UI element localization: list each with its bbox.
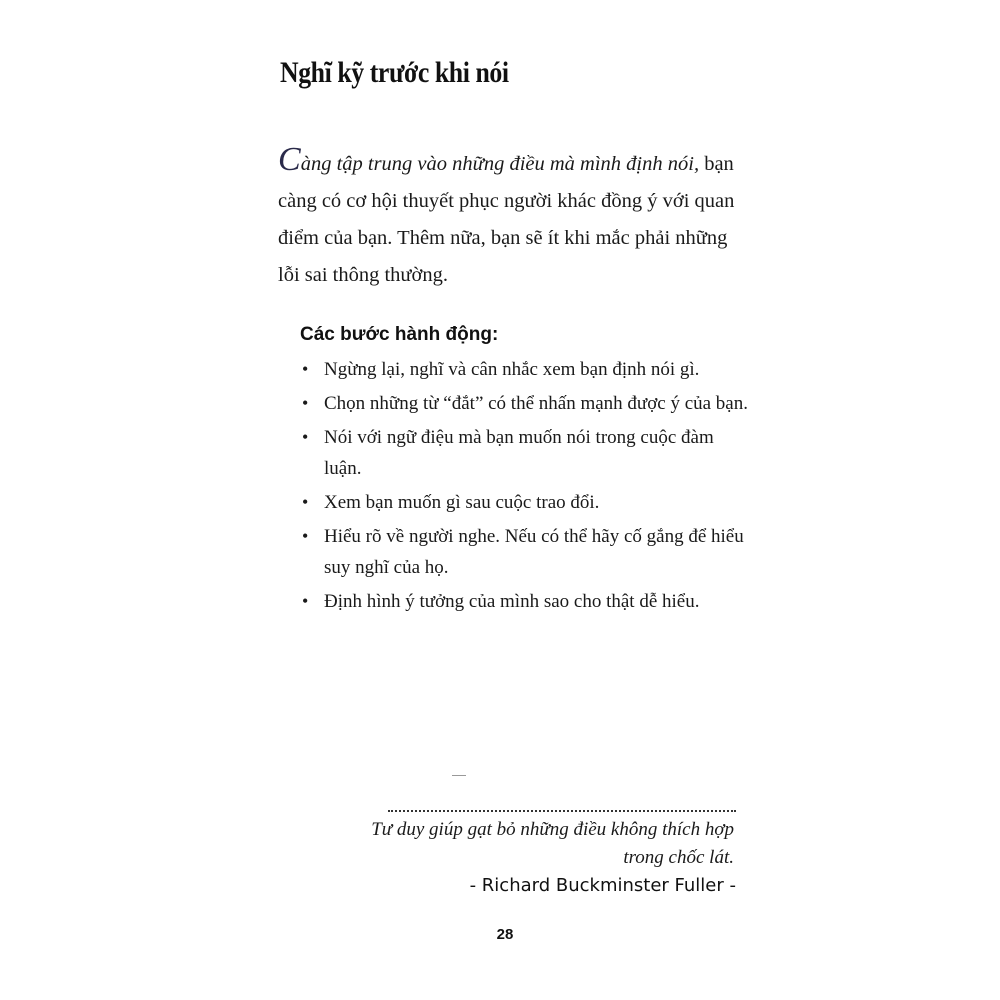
intro-rest: bạn càng có cơ hội thuyết phục người khác đồng ý với quan điểm của bạn. Thêm nữa, bạn sẽ ít khi mắc phải những lỗi sai thông thường.: [278, 153, 735, 286]
list-item-text: Nói với ngữ điệu mà bạn muốn nói trong cuộc đàm luận.: [324, 427, 714, 479]
quote-line-2: trong chốc lát.: [623, 847, 734, 868]
bullet-icon: •: [302, 359, 309, 379]
print-speck: [452, 775, 466, 776]
list-item-text: Xem bạn muốn gì sau cuộc trao đổi.: [324, 492, 600, 513]
bullet-icon: •: [302, 526, 309, 546]
list-item: [300, 586, 750, 617]
quote-line-1: Tư duy giúp gạt bỏ những điều không thích hợp: [371, 819, 734, 840]
quote-author: - Richard Buckminster Fuller -: [469, 875, 736, 896]
steps-heading: Các bước hành động:: [300, 324, 499, 345]
list-item-text: Chọn những từ “đắt” có thể nhấn mạnh được ý của bạn.: [324, 393, 748, 414]
bullet-icon: •: [302, 591, 309, 611]
intro-paragraph: [278, 141, 748, 294]
intro-lead-italic: àng tập trung vào những điều mà mình định nói,: [300, 153, 700, 175]
list-item: [300, 521, 750, 583]
bullet-icon: •: [302, 492, 309, 512]
page-number: 28: [496, 926, 514, 943]
list-item: [300, 388, 750, 419]
list-item: [300, 422, 750, 484]
quote-text: [360, 816, 734, 872]
bullet-icon: •: [302, 427, 309, 447]
page-title: Nghĩ kỹ trước khi nói: [280, 56, 509, 89]
action-steps-list: [300, 354, 750, 620]
dotted-divider: [388, 810, 736, 812]
list-item: [300, 487, 750, 518]
list-item-text: Hiểu rõ về người nghe. Nếu có thể hãy cố gắng để hiểu suy nghĩ của họ.: [324, 526, 744, 578]
list-item-text: Định hình ý tưởng của mình sao cho thật dễ hiểu.: [324, 591, 700, 612]
list-item: [300, 354, 750, 385]
drop-cap: C: [278, 141, 301, 178]
bullet-icon: •: [302, 393, 309, 413]
list-item-text: Ngừng lại, nghĩ và cân nhắc xem bạn định nói gì.: [324, 359, 700, 380]
